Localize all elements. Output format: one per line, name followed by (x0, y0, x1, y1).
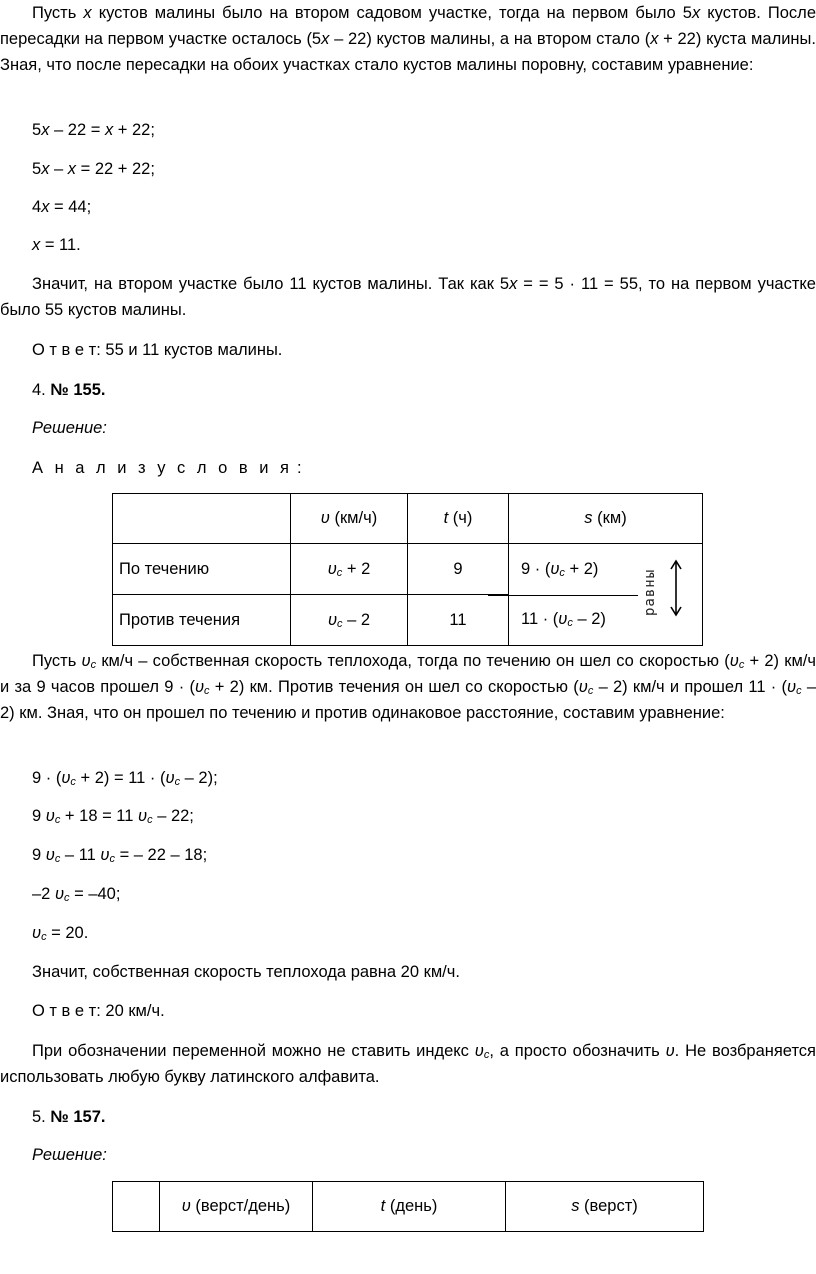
velocity-cell: $\upsilon_c - 2$ (291, 595, 408, 646)
equation-line: $9 \cdot (\upsilon_c + 2) = 11 \cdot (\upsilon_c - 2)$; (32, 769, 218, 788)
time-cell: 11 (408, 595, 509, 646)
header-velocity: υ (км/ч) (291, 494, 408, 544)
equation-line: –2 $\upsilon_c = -40$; (32, 885, 121, 904)
equation-line: x = 11. (32, 236, 81, 254)
intro-paragraph: Пусть x кустов малины было на втором садовом участке, тогда на первом было 5x кустов. После пересадки на первом участке осталось (5x – 22) кустов малины, а на втором стало (x + 22) куста малины. Зная, что после пересадки на обоих участках стало кустов малины поровну, составим уравнение: (0, 4, 816, 74)
solution-label: Решение: (32, 419, 107, 437)
header-distance: s (верст) (506, 1182, 704, 1232)
note-paragraph: При обозначении переменной можно не ставить индекс $\upsilon_c$, а просто обозначить υ. Не возбраняется использовать любую букву латинского алфавита. (0, 1042, 816, 1086)
conclusion-paragraph: Значит, на втором участке было 11 кустов малины. Так как 5x = = 5 · 11 = 55, то на первом участке было 55 кустов малины. (0, 275, 816, 319)
table-row (113, 595, 703, 646)
analysis-label: А н а л и з у с л о в и я : (32, 459, 302, 477)
equation-line: 4x = 44; (32, 198, 92, 216)
solution-label: Решение: (32, 1146, 107, 1164)
solution-paragraph: Пусть $\upsilon_c$ км/ч – собственная скорость теплохода, тогда по течению он шел со скоростью $(\upsilon_c + 2)$ км/ч и за 9 часов прошел $9 \cdot (\upsilon_c + 2)$ км. Против течения он шел со скоростью $(\upsilon_c - 2)$ км/ч и прошел $11 \cdot (\upsilon_c - 2)$ км. Зная, что он прошел по течению и против одинаковое расстояние, составим уравнение: (0, 652, 816, 722)
header-distance: s (км) (509, 494, 703, 544)
task-heading: 5. № 157. (32, 1108, 106, 1126)
header-time: t (день) (313, 1182, 506, 1232)
double-arrow-icon (668, 558, 684, 618)
answer-line: О т в е т: 55 и 11 кустов малины. (32, 341, 283, 359)
header-time: t (ч) (408, 494, 509, 544)
equal-tag (640, 556, 692, 622)
row-label: По течению (113, 544, 291, 595)
velocity-cell: $\upsilon_c + 2$ (291, 544, 408, 595)
conclusion-line: Значит, собственная скорость теплохода равна 20 км/ч. (32, 963, 460, 981)
distance-cell: $9 \cdot (\upsilon_c + 2)$ (509, 544, 703, 595)
condition-table (112, 493, 703, 646)
equation-line: 5x – x = 22 + 22; (32, 160, 155, 178)
header-velocity: υ (верст/день) (160, 1182, 313, 1232)
row-divider (488, 595, 638, 596)
time-cell: 9 (408, 544, 509, 595)
equation-line: $\upsilon_c = 20$. (32, 924, 89, 943)
equation-line: 9 $\upsilon_c - 11$ $\upsilon_c$ = – 22 – 18; (32, 846, 208, 865)
equation-line: 5x – 22 = x + 22; (32, 121, 155, 139)
table-corner-cell (113, 494, 291, 544)
answer-line: О т в е т: 20 км/ч. (32, 1002, 165, 1020)
distance-cell: $11 \cdot (\upsilon_c - 2)$ (509, 595, 703, 646)
condition-table-2 (112, 1181, 704, 1232)
table-row (113, 544, 703, 595)
task-heading: 4. № 155. (32, 381, 106, 399)
row-label: Против течения (113, 595, 291, 646)
table-corner-cell (113, 1182, 160, 1232)
equal-tag-label: равны (642, 568, 658, 616)
equation-line: 9 $\upsilon_c + 18 = 11$ $\upsilon_c - 22$; (32, 807, 194, 826)
